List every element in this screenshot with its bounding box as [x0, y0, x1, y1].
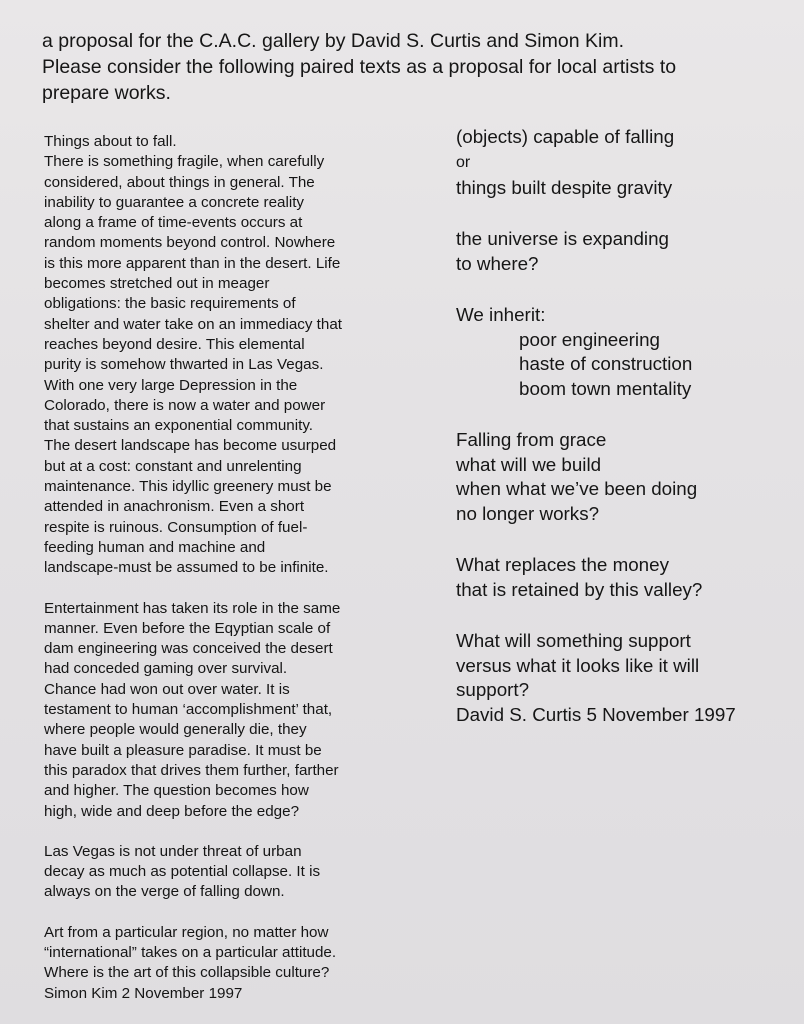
text-line: “international” takes on a particular attitude.: [44, 943, 337, 961]
text-line: what will we build: [456, 453, 602, 475]
text-line: support?: [456, 679, 530, 700]
text-line: testament to human ‘accomplishment’ that,: [44, 701, 333, 719]
text-line: There is something fragile, when carefully: [44, 153, 325, 171]
text-line: attended in anachronism. Even a short: [44, 498, 305, 516]
signature-david-curtis: David S. Curtis 5 November 1997: [456, 703, 736, 725]
text-line: versus what it looks like it will: [456, 654, 700, 676]
stanza-support: [456, 629, 796, 703]
text-line: maintenance. This idyllic greenery must be: [44, 478, 332, 496]
text-line: (objects) capable of falling: [456, 126, 675, 147]
text-line: things built despite gravity: [456, 176, 673, 198]
text-line: What replaces the money: [456, 554, 669, 575]
header-line: Please consider the following paired texts as a proposal for local artists to: [42, 56, 677, 78]
paragraph-art-region: [44, 923, 424, 1004]
stanza-falling: [456, 125, 796, 200]
text-line: boom town mentality: [519, 377, 692, 399]
stanza-money: [456, 553, 796, 602]
signature-simon-kim: Simon Kim 2 November 1997: [44, 984, 243, 1002]
paragraph-things-about-to-fall: [44, 132, 424, 579]
text-line: Falling from grace: [456, 429, 607, 450]
text-line: along a frame of time-events occurs at: [44, 214, 303, 232]
text-line: With one very large Depression in the: [44, 376, 298, 394]
stanza-we-inherit: [456, 303, 796, 401]
stanza-universe: [456, 227, 796, 276]
text-line: respite is ruinous. Consumption of fuel-: [44, 518, 308, 536]
text-line: but at a cost: constant and unrelenting: [44, 457, 302, 475]
text-line: Colorado, there is now a water and power: [44, 396, 326, 414]
text-line: reaches beyond desire. This elemental: [44, 335, 305, 353]
text-line: this paradox that drives them further, farther: [44, 761, 339, 779]
proposal-header: [42, 28, 782, 106]
paragraph-las-vegas: [44, 842, 424, 903]
text-line: decay as much as potential collapse. It is: [44, 863, 321, 881]
text-line: to where?: [456, 252, 539, 274]
text-line: where people would generally die, they: [44, 721, 307, 739]
text-line: random moments beyond control. Nowhere: [44, 234, 336, 252]
stanza-falling-from-grace: [456, 428, 796, 526]
header-line: prepare works.: [42, 82, 171, 104]
text-line: We inherit:: [456, 304, 546, 325]
text-line: Where is the art of this collapsible culture?: [44, 964, 330, 982]
text-line: shelter and water take on an immediacy that: [44, 315, 343, 333]
text-line: is this more apparent than in the desert. Life: [44, 254, 341, 272]
text-line: The desert landscape has become usurped: [44, 437, 337, 455]
text-line: inability to guarantee a concrete reality: [44, 193, 305, 211]
text-line: high, wide and deep before the edge?: [44, 802, 300, 820]
text-line: manner. Even before the Eqyptian scale of: [44, 619, 331, 637]
text-line: feeding human and machine and: [44, 538, 266, 556]
paragraph-entertainment: [44, 599, 424, 822]
text-line: Las Vegas is not under threat of urban: [44, 842, 302, 860]
text-line: What will something support: [456, 630, 691, 651]
text-line: that sustains an exponential community.: [44, 417, 314, 435]
text-line: always on the verge of falling down.: [44, 883, 285, 901]
text-line: Things about to fall.: [44, 133, 177, 150]
text-line: or: [456, 153, 471, 171]
text-line: that is retained by this valley?: [456, 578, 703, 600]
text-line: no longer works?: [456, 502, 600, 524]
text-line: dam engineering was conceived the desert: [44, 640, 333, 658]
david-curtis-text: [456, 125, 796, 727]
text-line: considered, about things in general. The: [44, 173, 315, 191]
text-line: becomes stretched out in meager: [44, 275, 270, 293]
text-line: purity is somehow thwarted in Las Vegas.: [44, 356, 324, 374]
text-line: Chance had won out over water. It is: [44, 680, 290, 698]
text-line: had conceded gaming over survival.: [44, 660, 288, 678]
text-line: and higher. The question becomes how: [44, 782, 309, 800]
text-line: the universe is expanding: [456, 228, 669, 249]
text-line: obligations: the basic requirements of: [44, 295, 296, 313]
text-line: poor engineering: [519, 328, 660, 350]
text-line: haste of construction: [519, 353, 693, 374]
simon-kim-text: [44, 132, 424, 1024]
text-line: Art from a particular region, no matter how: [44, 923, 329, 941]
text-line: landscape-must be assumed to be infinite.: [44, 559, 329, 577]
text-line: when what we’ve been doing: [456, 478, 698, 499]
text-line: have built a pleasure paradise. It must be: [44, 741, 322, 759]
text-line: Entertainment has taken its role in the same: [44, 599, 341, 617]
header-line: a proposal for the C.A.C. gallery by David S. Curtis and Simon Kim.: [42, 30, 624, 52]
